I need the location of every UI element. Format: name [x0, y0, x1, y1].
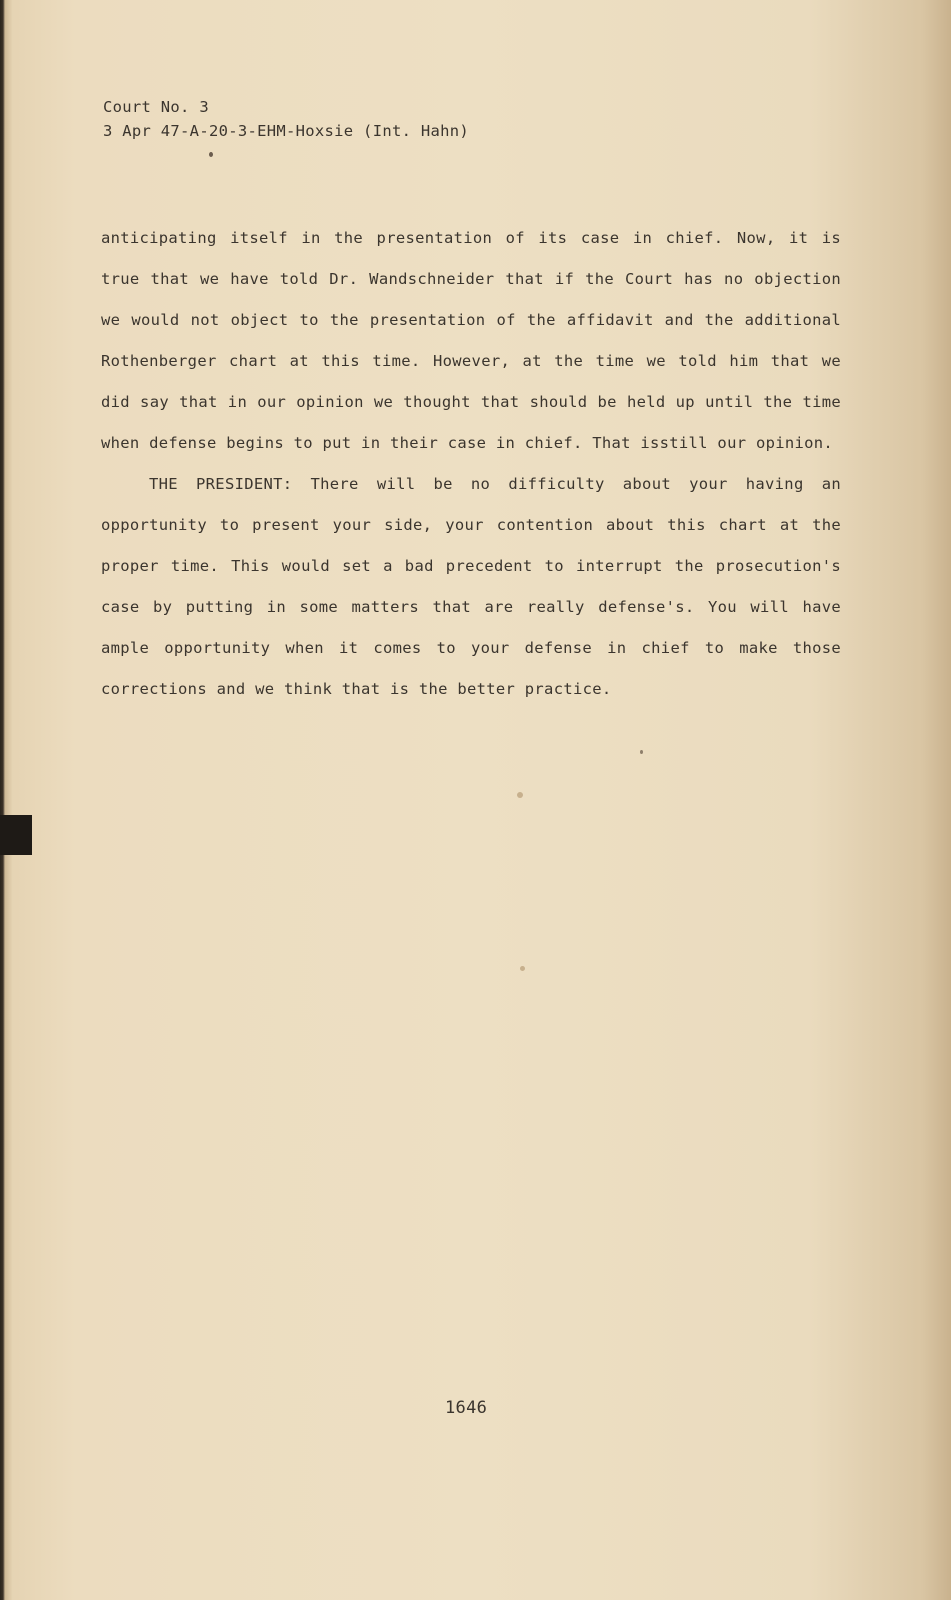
- transcript-body: [101, 218, 841, 710]
- paper-speck: [517, 792, 523, 798]
- paper-speck: [520, 966, 525, 971]
- paper-speck: [640, 750, 643, 754]
- session-reference: 3 Apr 47-A-20-3-EHM-Hoxsie (Int. Hahn): [103, 122, 470, 140]
- document-header: [103, 95, 469, 143]
- torn-left-edge: [0, 0, 12, 1600]
- transcript-paragraph: anticipating itself in the presentation of its case in chief. Now, it is true that we have told Dr. Wandschneider that if the Court has no objection we would not object to the presentation of the affidavit and the additional Rothenberger chart at this time. However, at the time we told him that we did say that in our opinion we thought that should be held up until the time when defense begins to put in their case in chief. That isstill our opinion.: [101, 229, 841, 452]
- transcript-paragraph-president: THE PRESIDENT: There will be no difficulty about your having an opportunity to present your side, your contention about this chart at the proper time. This would set a bad precedent to interrupt the prosecution's case by putting in some matters that are really defense's. You will have ample opportunity when it comes to your defense in chief to make those corrections and we think that is the better practice.: [101, 475, 841, 698]
- court-number: Court No. 3: [103, 98, 209, 116]
- binding-tab-mark: [0, 815, 32, 855]
- ink-speck: [209, 152, 213, 157]
- page-number: 1646: [445, 1398, 488, 1418]
